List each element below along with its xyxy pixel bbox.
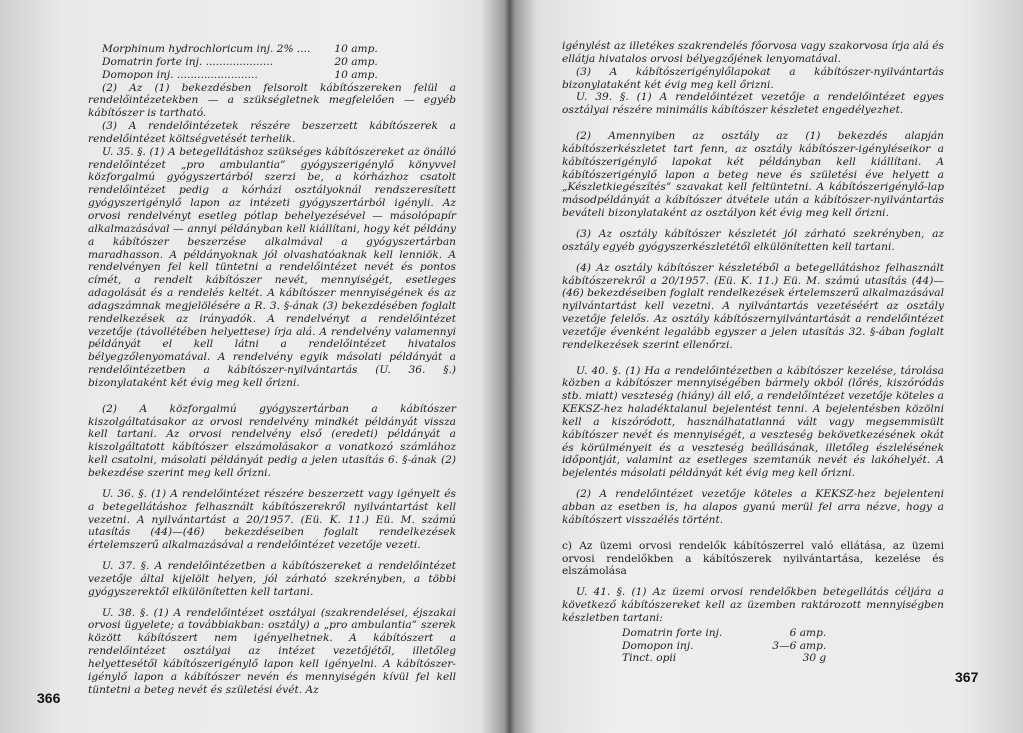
paragraph: U. 37. §. A rendelőintézetben a kábítószereket a rendelőintézet vezetője által kijelölt helyen, jól zárható szekrényben, a többi gyógyszerektől elkülönítetten kell tartani. [88, 560, 456, 598]
dose-amount: 10 amp. [334, 43, 378, 55]
paragraph: (3) A kábítószerigénylőlapokat a kábítószer-nyilvántartás bizonylataként két évig meg kell őrizni. [562, 65, 944, 91]
paragraph: igénylést az illetékes szakrendelés főorvosa vagy szakorvosa írja alá és ellátja hivatalos orvosi bélyegzőjének lenyomatával. [562, 40, 944, 65]
dose-amount: 20 amp. [334, 55, 378, 68]
paragraph: U. 35. §. (1) A betegellátáshoz szükséges kábítószereket az önálló rendelőintézet „pro ambulantia” gyógyszerigénylő könyvvel közforgalmú gyógyszertárból szerzi be, a kórházhoz csatolt rendelőintézet pedig a kórházi osztályoknál rendszeresített gyógyszerigénylő lapon az intézeti gyógyszertárból igényli. Az orvosi rendelvényt esetleg pótlap behelyezésével — másolópapír alkalmazásával — annyi példányban kell kiállítani, hogy két példány a kábítószer beszerzése alkalmával a gyógyszertárban maradhasson. A példányoknak jól olvashatóaknak kell lenniök. A rendelvényen fel kell tüntetni a rendelőintézet nevét és pontos címét, a rendelt kábítószer nevét, mennyiségét, esetleges adagolását és a rendelés keltét. A kábítószer mennyiségének és az adagszámnak megjelölésére a R. 3. §-ának (3) bekezdésében foglalt rendelkezések az irányadók. A rendelvényt a rendelőintézet vezetője (távollétében helyettese) írja alá. A rendelvény valamennyi példányát el kell látni a rendelőintézet hivatalos bélyegzőlenyomatával. A rendelvény egyik másolati példányát a rendelőintézetben a kábítószer-nyilvántartás (U. 36. §.) bizonylataként két évig meg kell őrizni. [88, 145, 456, 389]
dose-row [622, 627, 826, 640]
page-number: 366 [37, 690, 61, 706]
dose-row [622, 640, 826, 653]
paragraph: (3) A rendelőintézetek részére beszerzett kábítószerek a rendelőintézet költségvetését terhelik. [88, 120, 456, 145]
paragraph: U. 40. §. (1) Ha a rendelőintézetben a kábítószer kezelése, tárolása közben a kábítószer mennyiségében bármely okból (lőrés, kiszóródás stb. miatt) veszteség (hiány) áll elő, a rendelőintézet vezetője köteles a KEKSZ-hez haladéktalanul bejelentést tenni. A bejelentésben közölni kell a kiszóródott, használhatatlanná vált vagy megsemmisült kábítószer nevét és mennyiségét, a veszteség bekövetkezésének okát és körülményeit és a veszteség beállásának, illetőleg észlelésének időpontját, valamint az esetleges szemtanúk nevét és lakóhelyét. A bejelentés másolati példányát két évig meg kell őrizni. [562, 364, 944, 480]
left-text-column [88, 43, 456, 697]
dose-name: Tinct. opii [622, 652, 677, 665]
paragraph: U. 38. §. (1) A rendelőintézet osztályai (szakrendelései, éjszakai orvosi ügyelete; a továbbiakban: osztály) a „pro ambulantia” szerek között kábítószert nem igényelhetnek. A kábítószert a rendelőintézet osztályai az intézet vezetőjétől, illetőleg helyettesétől kábítószerigénylő lapon kell igényelni. A kábítószer-igénylő lapon a kábítószer nevén és mennyiségén kívül fel kell tüntetni a beteg nevét és születési évét. Az [88, 606, 456, 696]
dose-amount: 10 amp. [334, 68, 378, 81]
dose-amount: 3—6 amp. [772, 639, 827, 652]
dose-name: Domopon inj. ........................ [102, 68, 258, 81]
paragraph: U. 41. §. (1) Az üzemi orvosi rendelőkben betegellátás céljára a következő kábítószereket kell az üzemben raktározott mennyiségben készletben tartani: [562, 586, 944, 624]
paragraph: (2) A közforgalmú gyógyszertárban a kábítószer kiszolgáltatásakor az orvosi rendelvény mindkét példányát vissza kell tartani. Az orvosi rendelvény első (eredeti) példányát a kiszolgáltatott kábítószer elszámolásakor a vonatkozó számlához kell csatolni, másolati példányát pedig a jelen utasítás 6. §-ának (2) bekezdése szerint meg kell őrizni. [88, 402, 456, 479]
dose-amount: 30 g [802, 652, 827, 665]
dose-list-right [622, 627, 826, 666]
dose-row [102, 69, 394, 82]
paragraph: U. 39. §. (1) A rendelőintézet vezetője a rendelőintézet egyes osztályai részére minimális kábítószer készletet engedélyezhet. [562, 91, 944, 117]
dose-row [622, 652, 826, 665]
section-heading: c) Az üzemi orvosi rendelők kábítószerrel való ellátása, az üzemi orvosi rendelőkben a kábítószerek nyilvántartása, kezelése és elszámolása [562, 539, 944, 578]
right-page [512, 0, 1023, 733]
dose-list-left [102, 43, 394, 82]
dose-name: Domopon inj. [622, 639, 694, 652]
paragraph: (2) Az (1) bekezdésben felsorolt kábítószereken felül a rendelőintézetekben — a szükségletnek megfelelően — egyéb kábítószer is tartható. [88, 81, 456, 120]
dose-name: Morphinum hydrochloricum inj. 2% .... [102, 43, 311, 55]
dose-row [102, 43, 394, 56]
paragraph: (4) Az osztály kábítószer készletéből a betegellátáshoz felhasznált kábítószerekről a 20/1957. (Eü. K. 11.) Eü. M. számú utasítás (44)—(46) bekezdéseiben foglalt rendelkezések értelemszerű alkalmazásával nyilvántartást kell vezetni. A nyilvántartás vezetéséért az osztály vezetője felelős. Az osztály kábítószernyilvántartását a rendelőintézet vezetője évenként legalább egyszer a jelen utasítás 32. §-ában foglalt rendelkezések szerint ellenőrzi. [562, 261, 944, 351]
page-number: 367 [955, 669, 979, 685]
right-text-column [562, 40, 944, 665]
dose-row [102, 56, 394, 69]
dose-name: Domatrin forte inj. [622, 626, 723, 639]
dose-name: Domatrin forte inj. .................... [102, 55, 273, 68]
paragraph: (3) Az osztály kábítószer készletét jól zárható szekrényben, az osztály egyéb gyógyszerkészletétől elkülönítetten kell tartani. [562, 227, 944, 253]
paragraph: U. 36. §. (1) A rendelőintézet részére beszerzett vagy igényelt és a betegellátáshoz felhasznált kábítószerekről nyilvántartást kell vezetni. A nyilvántartást a 20/1957. (Eü. K. 11.) Eü. M. számú utasítás (44)—(46) bekezdéseiben foglalt rendelkezések értelemszerű alkalmazásával a rendelőintézet vezetője vezeti. [88, 487, 456, 552]
paragraph: (2) Amennyiben az osztály az (1) bekezdés alapján kábítószerkészletet tart fenn, az osztály kábítószer-igényléseikor a kábítószerigénylő lapokat két példányban kell kiállítani. A kábítószerigénylő lapon a beteg neve és születési éve helyett a „Készletkiegészítés” szavakat kell feltüntetni. A kábítószerigénylő-lap másodpéldányát a kábítószer átvétele után a kábítószer-nyilvántartás beváteli bizonylataként az osztályon két évig meg kell őrizni. [562, 130, 944, 220]
left-page [0, 0, 500, 733]
paragraph: (2) A rendelőintézet vezetője köteles a KEKSZ-hez bejelenteni abban az esetben is, ha alapos gyanú merül fel arra nézve, hogy a kábítószert visszaélés történt. [562, 488, 944, 526]
dose-amount: 6 amp. [789, 626, 827, 639]
